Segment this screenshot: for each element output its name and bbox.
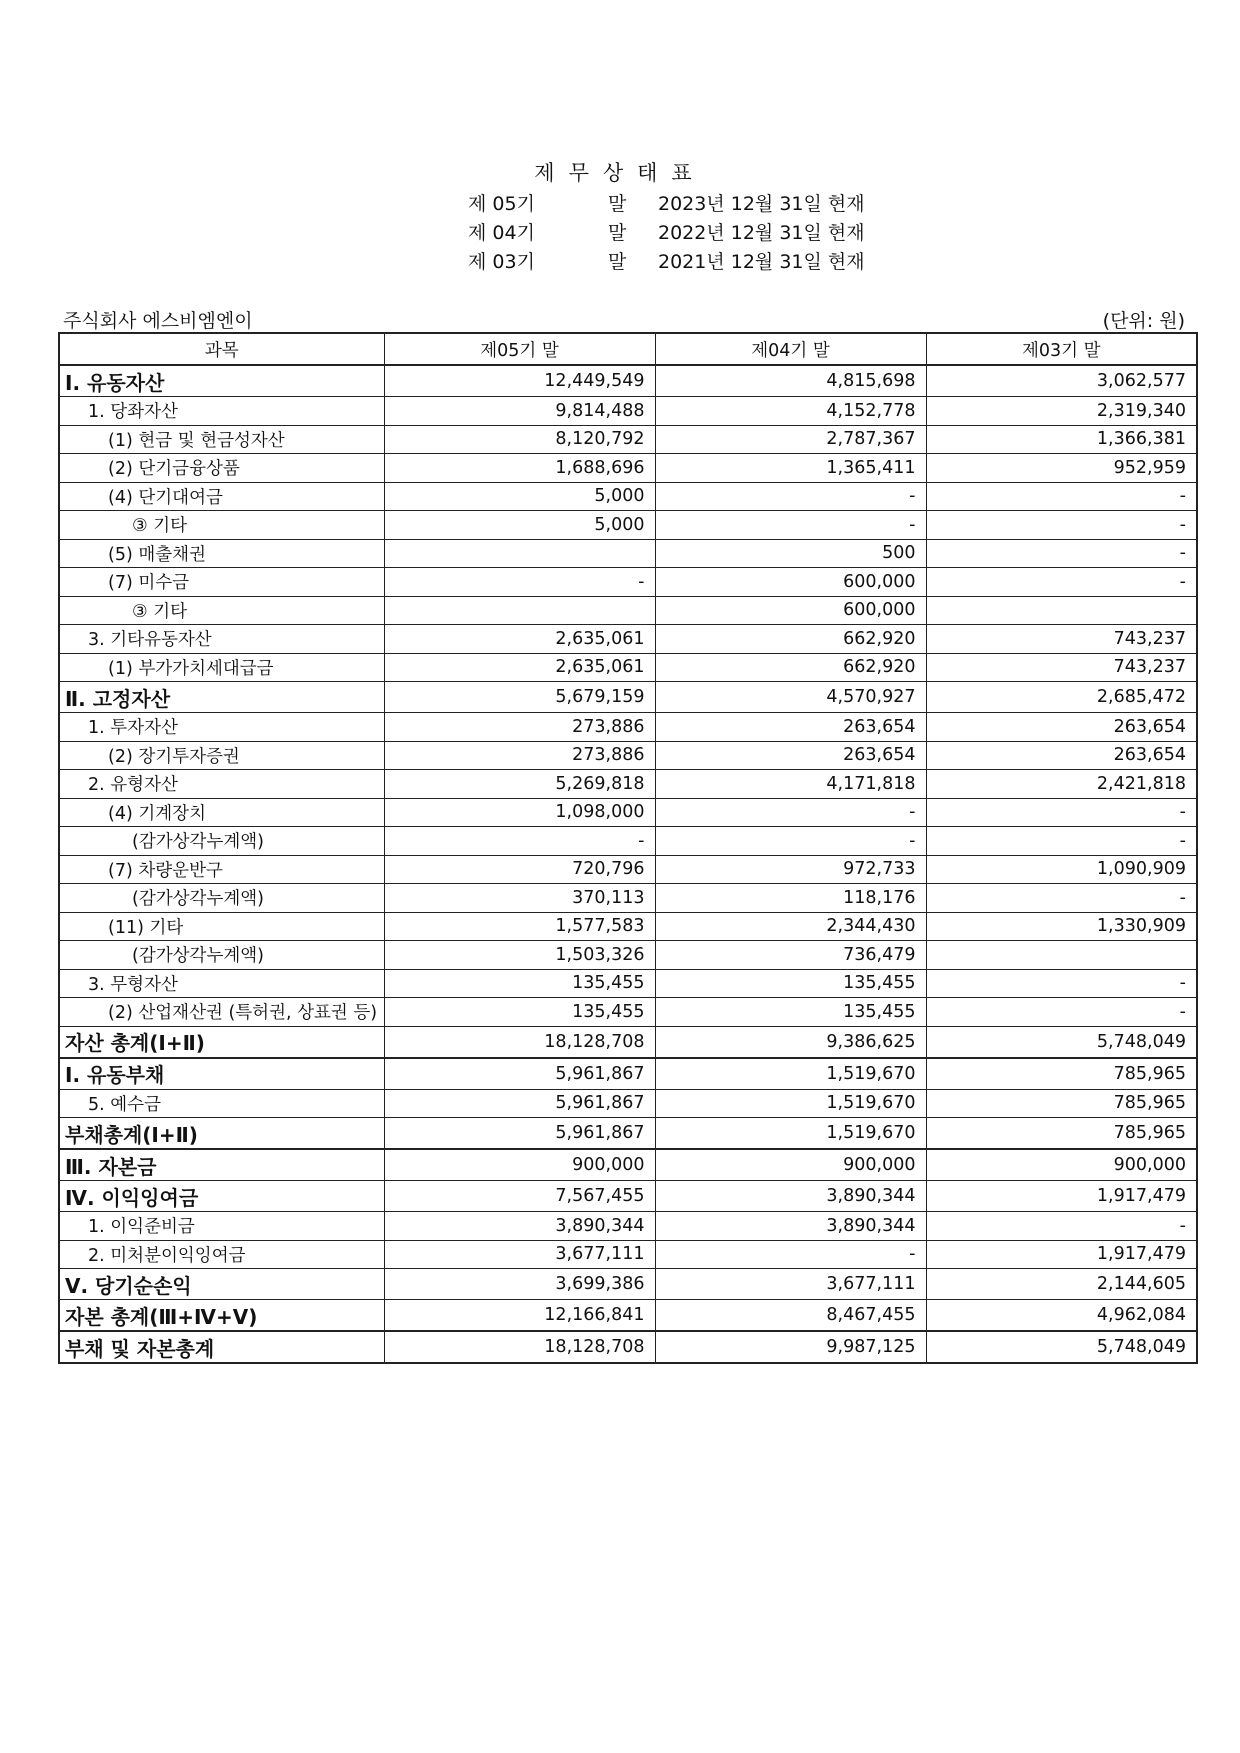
amount-cell-period-04: - (655, 482, 926, 511)
amount-cell-period-04: 263,654 (655, 741, 926, 770)
amount-cell-period-05: 5,000 (384, 482, 655, 511)
amount-cell-period-05: 1,098,000 (384, 798, 655, 827)
table-row (59, 397, 1197, 426)
account-name-cell: (1) 부가가치세대급금 (59, 653, 384, 682)
table-header-row (59, 333, 1197, 365)
account-name-cell: (4) 단기대여금 (59, 482, 384, 511)
account-name-cell: (4) 기계장치 (59, 798, 384, 827)
table-row (59, 511, 1197, 540)
table-row (59, 1026, 1197, 1058)
table-row (59, 884, 1197, 913)
column-header-period-05: 제05기 말 (384, 333, 655, 365)
table-row (59, 482, 1197, 511)
amount-cell-period-05: 18,128,708 (384, 1331, 655, 1363)
amount-cell-period-04: 1,519,670 (655, 1089, 926, 1118)
amount-cell-period-03: 1,090,909 (926, 855, 1197, 884)
amount-cell-period-04: 9,987,125 (655, 1331, 926, 1363)
amount-cell-period-05: 3,699,386 (384, 1269, 655, 1300)
amount-cell-period-03: - (926, 998, 1197, 1027)
amount-cell-period-05: - (384, 568, 655, 597)
amount-cell-period-04: - (655, 827, 926, 856)
column-header-period-04: 제04기 말 (655, 333, 926, 365)
amount-cell-period-05: 5,679,159 (384, 682, 655, 713)
amount-cell-period-03: 1,366,381 (926, 425, 1197, 454)
amount-cell-period-03: 4,962,084 (926, 1300, 1197, 1332)
amount-cell-period-04: - (655, 511, 926, 540)
amount-cell-period-05: 720,796 (384, 855, 655, 884)
amount-cell-period-05: 900,000 (384, 1149, 655, 1181)
account-name-cell: Ⅰ. 유동부채 (59, 1058, 384, 1090)
account-name-cell: 자산 총계(Ⅰ+Ⅱ) (59, 1026, 384, 1058)
amount-cell-period-04: 1,519,670 (655, 1118, 926, 1150)
amount-cell-period-05: 1,688,696 (384, 454, 655, 483)
balance-sheet-table (58, 332, 1198, 1364)
amount-cell-period-04: 600,000 (655, 568, 926, 597)
amount-cell-period-04: 135,455 (655, 998, 926, 1027)
account-name-cell: 부채총계(Ⅰ+Ⅱ) (59, 1118, 384, 1150)
amount-cell-period-04: - (655, 798, 926, 827)
amount-cell-period-05: 3,677,111 (384, 1240, 655, 1269)
table-row (59, 1300, 1197, 1332)
amount-cell-period-05: 12,166,841 (384, 1300, 655, 1332)
amount-cell-period-05: 135,455 (384, 998, 655, 1027)
account-name-cell: 자본 총계(Ⅲ+Ⅳ+Ⅴ) (59, 1300, 384, 1332)
account-name-cell: 부채 및 자본총계 (59, 1331, 384, 1363)
amount-cell-period-03: - (926, 1212, 1197, 1241)
amount-cell-period-04: 662,920 (655, 625, 926, 654)
company-name: 주식회사 에스비엠엔이 (63, 310, 253, 332)
amount-cell-period-05: 1,503,326 (384, 941, 655, 970)
amount-cell-period-03: 2,144,605 (926, 1269, 1197, 1300)
account-name-cell: Ⅲ. 자본금 (59, 1149, 384, 1181)
unit-label: (단위: 원) (1102, 310, 1185, 332)
table-row (59, 568, 1197, 597)
account-name-cell: (감가상각누계액) (59, 941, 384, 970)
amount-cell-period-04: 900,000 (655, 1149, 926, 1181)
account-name-cell: 3. 기타유동자산 (59, 625, 384, 654)
amount-cell-period-05 (384, 539, 655, 568)
amount-cell-period-03: - (926, 511, 1197, 540)
amount-cell-period-05: 5,269,818 (384, 770, 655, 799)
account-name-cell: (7) 미수금 (59, 568, 384, 597)
table-row (59, 1269, 1197, 1300)
table-row (59, 625, 1197, 654)
table-row (59, 969, 1197, 998)
amount-cell-period-04: 4,815,698 (655, 365, 926, 397)
amount-cell-period-05: 5,961,867 (384, 1089, 655, 1118)
table-row (59, 365, 1197, 397)
period-row-03 (460, 247, 900, 271)
amount-cell-period-03: 785,965 (926, 1118, 1197, 1150)
account-name-cell: Ⅴ. 당기순손익 (59, 1269, 384, 1300)
account-name-cell: Ⅰ. 유동자산 (59, 365, 384, 397)
amount-cell-period-05: 135,455 (384, 969, 655, 998)
amount-cell-period-04: 972,733 (655, 855, 926, 884)
table-row (59, 770, 1197, 799)
amount-cell-period-04: 2,787,367 (655, 425, 926, 454)
amount-cell-period-03 (926, 596, 1197, 625)
table-row (59, 912, 1197, 941)
account-name-cell: 1. 이익준비금 (59, 1212, 384, 1241)
amount-cell-period-03: - (926, 568, 1197, 597)
table-row (59, 1181, 1197, 1212)
account-name-cell: (감가상각누계액) (59, 884, 384, 913)
amount-cell-period-05: 273,886 (384, 713, 655, 742)
period-date: 2022년 12월 31일 현재 (658, 222, 865, 244)
amount-cell-period-04: - (655, 1240, 926, 1269)
amount-cell-period-03: 743,237 (926, 625, 1197, 654)
amount-cell-period-03: 2,421,818 (926, 770, 1197, 799)
table-row (59, 1331, 1197, 1363)
account-name-cell: (2) 장기투자증권 (59, 741, 384, 770)
amount-cell-period-03: 263,654 (926, 713, 1197, 742)
table-row (59, 1149, 1197, 1181)
table-row (59, 539, 1197, 568)
amount-cell-period-04: 3,890,344 (655, 1181, 926, 1212)
amount-cell-period-04: 600,000 (655, 596, 926, 625)
amount-cell-period-05: 5,961,867 (384, 1118, 655, 1150)
amount-cell-period-04: 2,344,430 (655, 912, 926, 941)
amount-cell-period-04: 1,365,411 (655, 454, 926, 483)
amount-cell-period-03: 900,000 (926, 1149, 1197, 1181)
amount-cell-period-03: 1,917,479 (926, 1181, 1197, 1212)
account-name-cell: (5) 매출채권 (59, 539, 384, 568)
table-row (59, 1240, 1197, 1269)
period-row-04 (460, 218, 900, 242)
amount-cell-period-05: - (384, 827, 655, 856)
table-row (59, 653, 1197, 682)
column-header-account: 과목 (59, 333, 384, 365)
table-row (59, 941, 1197, 970)
amount-cell-period-05: 5,000 (384, 511, 655, 540)
table-row (59, 1058, 1197, 1090)
account-name-cell: ③ 기타 (59, 511, 384, 540)
period-end: 말 (608, 251, 627, 273)
period-label: 제 05기 (468, 193, 535, 215)
amount-cell-period-04: 4,570,927 (655, 682, 926, 713)
amount-cell-period-03: 3,062,577 (926, 365, 1197, 397)
amount-cell-period-04: 736,479 (655, 941, 926, 970)
amount-cell-period-03: 2,319,340 (926, 397, 1197, 426)
account-name-cell: Ⅳ. 이익잉여금 (59, 1181, 384, 1212)
account-name-cell: (2) 산업재산권 (특허권, 상표권 등) (59, 998, 384, 1027)
amount-cell-period-05: 9,814,488 (384, 397, 655, 426)
amount-cell-period-03: 1,330,909 (926, 912, 1197, 941)
amount-cell-period-03: 5,748,049 (926, 1026, 1197, 1058)
amount-cell-period-04: 8,467,455 (655, 1300, 926, 1332)
amount-cell-period-04: 3,677,111 (655, 1269, 926, 1300)
table-row (59, 454, 1197, 483)
amount-cell-period-05: 2,635,061 (384, 653, 655, 682)
amount-cell-period-03: - (926, 969, 1197, 998)
account-name-cell: ③ 기타 (59, 596, 384, 625)
account-name-cell: Ⅱ. 고정자산 (59, 682, 384, 713)
amount-cell-period-05: 7,567,455 (384, 1181, 655, 1212)
period-label: 제 04기 (468, 222, 535, 244)
amount-cell-period-05 (384, 596, 655, 625)
account-name-cell: (11) 기타 (59, 912, 384, 941)
table-row (59, 682, 1197, 713)
amount-cell-period-04: 662,920 (655, 653, 926, 682)
account-name-cell: (1) 현금 및 현금성자산 (59, 425, 384, 454)
amount-cell-period-05: 5,961,867 (384, 1058, 655, 1090)
period-date: 2023년 12월 31일 현재 (658, 193, 865, 215)
table-row (59, 798, 1197, 827)
amount-cell-period-03: 1,917,479 (926, 1240, 1197, 1269)
amount-cell-period-04: 4,171,818 (655, 770, 926, 799)
amount-cell-period-03: 785,965 (926, 1058, 1197, 1090)
account-name-cell: 3. 무형자산 (59, 969, 384, 998)
document-title: 제무상태표 (534, 161, 706, 185)
amount-cell-period-05: 273,886 (384, 741, 655, 770)
amount-cell-period-03: 952,959 (926, 454, 1197, 483)
amount-cell-period-03: - (926, 884, 1197, 913)
account-name-cell: (2) 단기금융상품 (59, 454, 384, 483)
amount-cell-period-04: 9,386,625 (655, 1026, 926, 1058)
period-label: 제 03기 (468, 251, 535, 273)
account-name-cell: 2. 미처분이익잉여금 (59, 1240, 384, 1269)
period-date: 2021년 12월 31일 현재 (658, 251, 865, 273)
amount-cell-period-03: - (926, 827, 1197, 856)
table-row (59, 998, 1197, 1027)
account-name-cell: (감가상각누계액) (59, 827, 384, 856)
amount-cell-period-04: 4,152,778 (655, 397, 926, 426)
amount-cell-period-03: - (926, 539, 1197, 568)
amount-cell-period-04: 500 (655, 539, 926, 568)
amount-cell-period-03: 743,237 (926, 653, 1197, 682)
table-row (59, 713, 1197, 742)
account-name-cell: 5. 예수금 (59, 1089, 384, 1118)
amount-cell-period-03 (926, 941, 1197, 970)
amount-cell-period-05: 8,120,792 (384, 425, 655, 454)
amount-cell-period-03: 2,685,472 (926, 682, 1197, 713)
table-row (59, 1089, 1197, 1118)
account-name-cell: 1. 투자자산 (59, 713, 384, 742)
table-row (59, 596, 1197, 625)
table-row (59, 425, 1197, 454)
amount-cell-period-04: 135,455 (655, 969, 926, 998)
period-end: 말 (608, 193, 627, 215)
amount-cell-period-04: 3,890,344 (655, 1212, 926, 1241)
amount-cell-period-05: 370,113 (384, 884, 655, 913)
amount-cell-period-03: 5,748,049 (926, 1331, 1197, 1363)
amount-cell-period-05: 3,890,344 (384, 1212, 655, 1241)
amount-cell-period-04: 263,654 (655, 713, 926, 742)
amount-cell-period-03: 263,654 (926, 741, 1197, 770)
table-row (59, 855, 1197, 884)
amount-cell-period-04: 1,519,670 (655, 1058, 926, 1090)
column-header-period-03: 제03기 말 (926, 333, 1197, 365)
amount-cell-period-03: - (926, 798, 1197, 827)
table-row (59, 1212, 1197, 1241)
amount-cell-period-03: - (926, 482, 1197, 511)
amount-cell-period-03: 785,965 (926, 1089, 1197, 1118)
amount-cell-period-05: 2,635,061 (384, 625, 655, 654)
account-name-cell: 2. 유형자산 (59, 770, 384, 799)
amount-cell-period-05: 1,577,583 (384, 912, 655, 941)
account-name-cell: (7) 차량운반구 (59, 855, 384, 884)
amount-cell-period-04: 118,176 (655, 884, 926, 913)
table-row (59, 827, 1197, 856)
amount-cell-period-05: 12,449,549 (384, 365, 655, 397)
period-row-05 (460, 189, 900, 213)
amount-cell-period-05: 18,128,708 (384, 1026, 655, 1058)
table-row (59, 741, 1197, 770)
table-row (59, 1118, 1197, 1150)
period-end: 말 (608, 222, 627, 244)
account-name-cell: 1. 당좌자산 (59, 397, 384, 426)
